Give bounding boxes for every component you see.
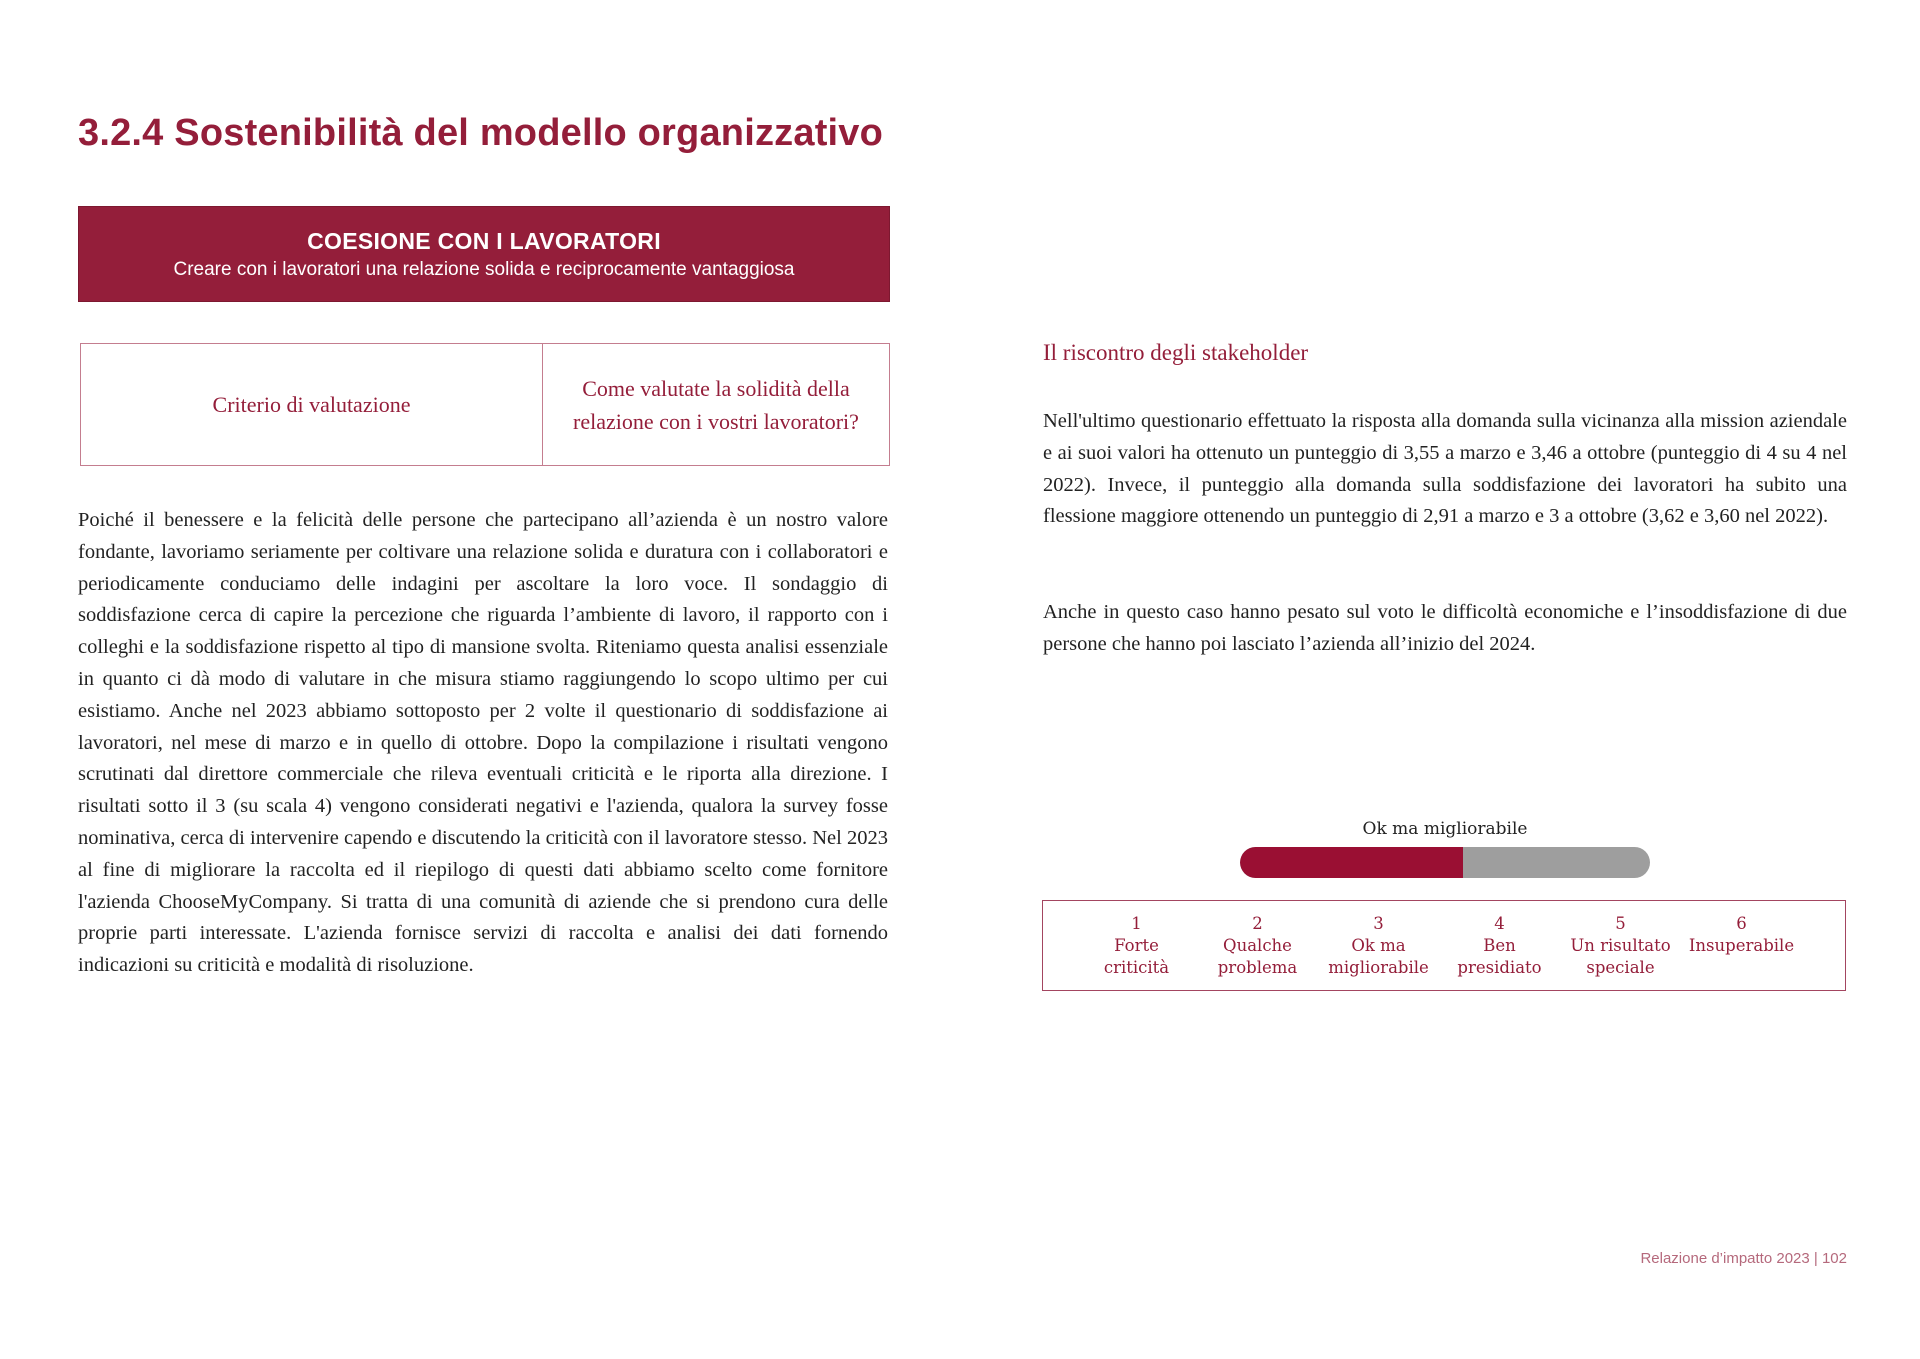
scale-number: 6 (1736, 914, 1747, 933)
scale-text: speciale (1586, 958, 1655, 977)
scale-item-3 (1318, 913, 1439, 990)
criteria-table (80, 343, 890, 466)
scale-text: Ok ma (1351, 936, 1406, 955)
rating-bar-fill (1240, 847, 1463, 878)
scale-text: Forte (1114, 936, 1159, 955)
intro-paragraph: Poiché il benessere e la felicità delle persone che partecipano all’azienda è un nostro valore fondante, lavoriamo seriamente per coltivare una relazione solida e duratura con i collaboratori e periodicamente conduciamo delle indagini per ascoltare la loro voce. Il sondaggio di soddisfazione cerca di capire la percezione che riguarda l’ambiente di lavoro, il rapporto con i colleghi e la soddisfazione rispetto al tipo di mansione svolta. Riteniamo questa analisi essenziale in quanto ci dà modo di valutare in che misura stiamo raggiungendo lo scopo ultimo per cui esistiamo. Anche nel 2023 abbiamo sottoposto per 2 volte il questionario di soddisfazione ai lavoratori, nel mese di marzo e in quello di ottobre. Dopo la compilazione i risultati vengono scrutinati dal direttore commerciale che rileva eventuali criticità e le riporta alla direzione. I risultati sotto il 3 (su scala 4) vengono considerati negativi e l'azienda, qualora la survey fosse nominativa, cerca di intervenire capendo e discutendo la criticità con il lavoratore stesso. Nel 2023 al fine di migliorare la raccolta ed il riepilogo di questi dati abbiamo scelto come fornitore l'azienda ChooseMyCompany. Si tratta di una comunità di aziende che si prendono cura delle proprie parti interessate. L'azienda fornisce servizi di raccolta e analisi dei dati fornendo indicazioni su criticità e modalità di risoluzione. (78, 509, 888, 977)
scale-text: Insuperabile (1688, 936, 1795, 955)
criteria-label: Criterio di valutazione (81, 344, 543, 466)
scale-text: problema (1217, 958, 1298, 977)
page-title: 3.2.4 Sostenibilità del modello organizzativo (78, 112, 884, 154)
scale-text: Un risultato (1570, 936, 1671, 955)
scale-item-5 (1560, 913, 1681, 990)
stakeholder-paragraph-1: Nell'ultimo questionario effettuato la risposta alla domanda sulla vicinanza alla mission aziendale e ai suoi valori ha ottenuto un punteggio di 3,55 a marzo e 3,46 a ottobre (punteggio di 4 su 4 nel 2022). Invece, il punteggio alla domanda sulla soddisfazione dei lavoratori ha subito una flessione maggiore ottenendo un punteggio di 2,91 a marzo e 3 a ottobre (3,62 e 3,60 nel 2022). (1043, 410, 1847, 528)
scale-text: Qualche (1223, 936, 1292, 955)
page-footer: Relazione d’impatto 2023 | 102 (1640, 1250, 1847, 1267)
scale-number: 3 (1373, 914, 1384, 933)
scale-text: Ben (1483, 936, 1516, 955)
stakeholder-paragraph-2: Anche in questo caso hanno pesato sul voto le difficoltà economiche e l’insoddisfazione di due persone che hanno poi lasciato l’azienda all’inizio del 2024. (1043, 601, 1847, 655)
scale-text: migliorabile (1328, 958, 1429, 977)
criteria-row (81, 344, 890, 466)
scale-item-6 (1681, 913, 1802, 990)
scale-text: criticità (1103, 958, 1170, 977)
rating-label: Ok ma migliorabile (1362, 819, 1528, 839)
scale-number: 4 (1494, 914, 1505, 933)
section-banner (78, 206, 890, 302)
banner-subtitle: Creare con i lavoratori una relazione solida e reciprocamente vantaggiosa (173, 259, 795, 280)
criteria-question: Come valutate la solidità della relazione con i vostri lavoratori? (543, 344, 890, 466)
scale-item-4 (1439, 913, 1560, 990)
scale-item-1 (1076, 913, 1197, 990)
rating-bar (1240, 847, 1650, 878)
scale-item-2 (1197, 913, 1318, 990)
stakeholder-heading: Il riscontro degli stakeholder (1043, 340, 1309, 365)
scale-number: 2 (1252, 914, 1263, 933)
rating-scale (1042, 900, 1846, 991)
scale-text: presidiato (1457, 958, 1542, 977)
scale-number: 5 (1615, 914, 1626, 933)
banner-title: COESIONE CON I LAVORATORI (307, 228, 661, 254)
scale-number: 1 (1131, 914, 1142, 933)
